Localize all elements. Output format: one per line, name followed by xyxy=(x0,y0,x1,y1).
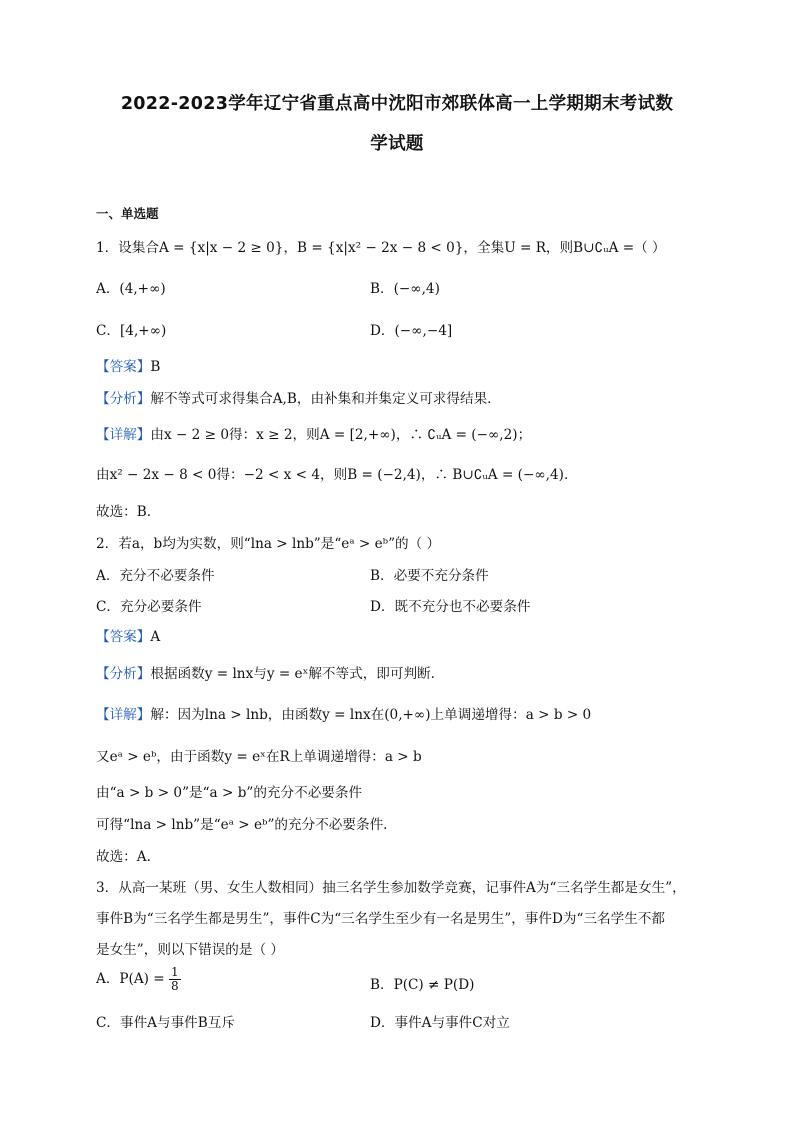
document-title-line2: 学试题 xyxy=(370,134,424,154)
q2-detail-row-1 xyxy=(96,703,591,723)
q1-analysis-row xyxy=(96,387,491,407)
q3-option-a xyxy=(96,966,181,993)
answer-tag: 【答案】 xyxy=(96,359,151,375)
document-title-line1: 2022-2023学年辽宁省重点高中沈阳市郊联体高一上学期期末考试数 xyxy=(120,94,674,114)
q1-answer-row xyxy=(96,355,160,375)
q1-conclusion: 故选：B. xyxy=(96,504,152,520)
answer-tag: 【答案】 xyxy=(96,629,151,645)
q2-detail-2: 又eᵃ > eᵇ，由于函数y = eˣ在R上单调递增得：a > b xyxy=(96,749,422,765)
analysis-tag: 【分析】 xyxy=(96,391,151,407)
fraction-denominator: 8 xyxy=(171,979,179,993)
q3-stem-2: 事件B为“三名学生都是男生”，事件C为“三名学生至少有一名是男生”，事件D为“三名学生不都 xyxy=(96,911,666,927)
q2-answer: A xyxy=(150,629,161,645)
q1-detail-1: 由x − 2 ≥ 0得：x ≥ 2，则A = [2,+∞)，∴ ∁ᵤA = (−∞,2)； xyxy=(150,427,532,443)
q2-analysis: 根据函数y = lnx与y = eˣ解不等式，即可判断. xyxy=(150,666,436,682)
q1-detail-2: 由x² − 2x − 8 < 0得：−2 < x < 4，则B = (−2,4)，∴ B∪∁ᵤA = (−∞,4). xyxy=(96,467,569,483)
q2-option-c: C．充分必要条件 xyxy=(96,599,202,615)
q3-option-b: B．P(C) ≠ P(D) xyxy=(370,977,475,993)
q2-stem: 2．若a，b均为实数，则“lna > lnb”是“eᵃ > eᵇ”的（ ） xyxy=(96,536,441,552)
q1-option-d: D．(−∞,−4] xyxy=(370,323,453,339)
q1-analysis: 解不等式可求得集合A,B，由补集和并集定义可求得结果. xyxy=(150,391,492,407)
q3-option-a-text: A．P(A) = xyxy=(96,971,165,987)
fraction-numerator: 1 xyxy=(171,965,179,979)
q1-option-c: C．[4,+∞) xyxy=(96,323,167,339)
q2-detail-3: 由“a > b > 0”是“a > b”的充分不必要条件 xyxy=(96,785,363,801)
q3-option-d: D．事件A与事件C对立 xyxy=(370,1015,510,1031)
q2-detail-4: 可得“lna > lnb”是“eᵃ > eᵇ”的充分不必要条件. xyxy=(96,817,388,833)
q1-stem: 1．设集合A = {x|x − 2 ≥ 0}，B = {x|x² − 2x − 8 < 0}，全集U = R，则B∪∁ᵤA =（ ） xyxy=(96,240,666,256)
q2-answer-row xyxy=(96,625,160,645)
detail-tag: 【详解】 xyxy=(96,427,151,443)
q2-conclusion: 故选：A. xyxy=(96,849,151,865)
section-heading: 一、单选题 xyxy=(96,206,159,221)
q1-detail-row-1 xyxy=(96,423,531,443)
q2-detail-1: 解：因为lna > lnb，由函数y = lnx在(0,+∞)上单调递增得：a > b > 0 xyxy=(150,707,592,723)
q2-option-b: B．必要不充分条件 xyxy=(370,568,489,584)
q1-option-a: A．(4,+∞) xyxy=(96,281,166,297)
q3-option-c: C．事件A与事件B互斥 xyxy=(96,1015,235,1031)
q2-analysis-row xyxy=(96,662,435,682)
detail-tag: 【详解】 xyxy=(96,707,151,723)
q1-answer: B xyxy=(150,359,161,375)
q1-option-b: B．(−∞,4) xyxy=(370,281,440,297)
fraction xyxy=(169,966,181,993)
q3-stem-3: 是女生”，则以下错误的是（ ） xyxy=(96,942,284,958)
q3-stem-1: 3．从高一某班（男、女生人数相同）抽三名学生参加数学竞赛，记事件A为“三名学生都是女生”， xyxy=(96,880,686,896)
q2-option-a: A．充分不必要条件 xyxy=(96,568,215,584)
analysis-tag: 【分析】 xyxy=(96,666,151,682)
q2-option-d: D．既不充分也不必要条件 xyxy=(370,599,531,615)
